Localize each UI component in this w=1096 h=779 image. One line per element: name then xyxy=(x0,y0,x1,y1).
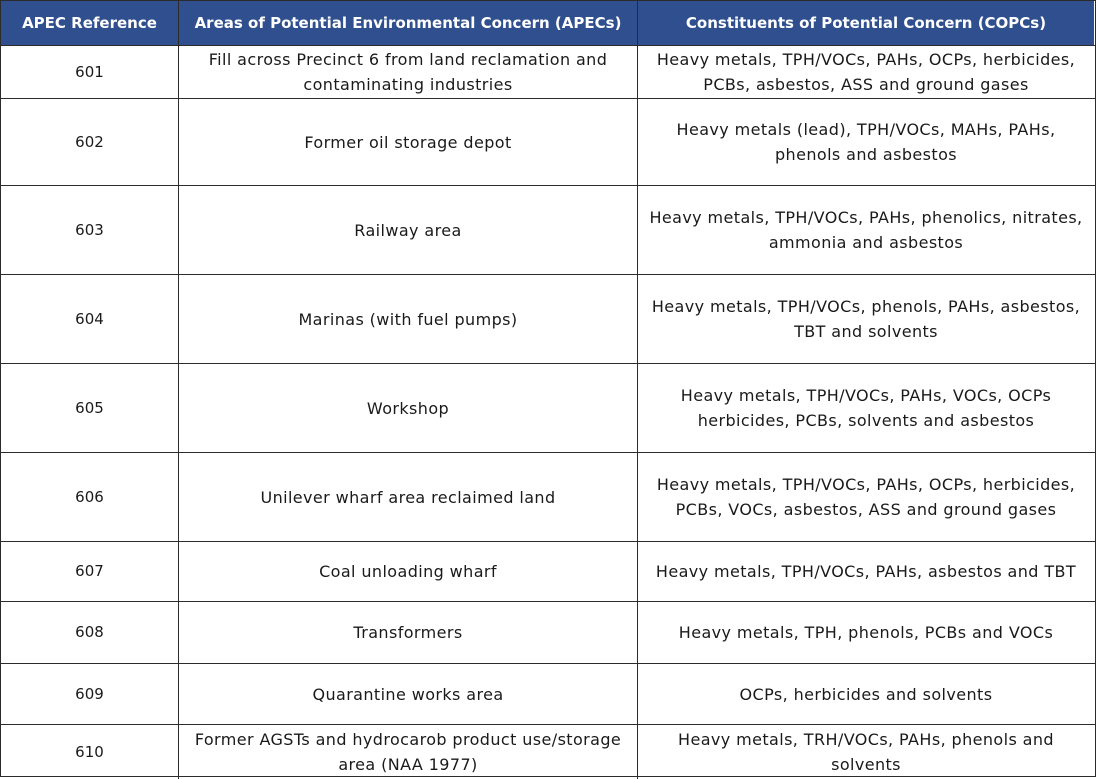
table-row xyxy=(1,275,1095,364)
apec-area-cell: Quarantine works area xyxy=(179,664,638,724)
copc-cell: Heavy metals, TRH/VOCs, PAHs, phenols and solvents xyxy=(678,730,1054,774)
apec-reference-cell: 607 xyxy=(1,542,179,601)
apec-reference-cell: 601 xyxy=(1,46,179,98)
copc-cell: Heavy metals, TPH/VOCs, PAHs, VOCs, OCPs herbicides, PCBs, solvents and asbestos xyxy=(680,386,1052,430)
apec-reference-cell: 606 xyxy=(1,453,179,541)
header-copc: Constituents of Potential Concern (COPCs) xyxy=(638,1,1094,45)
apec-area-cell: Former AGSTs and hydrocarob product use/storage area (NAA 1977) xyxy=(179,725,638,779)
header-apec-areas: Areas of Potential Environmental Concern (APECs) xyxy=(179,1,638,45)
apec-reference-cell: 609 xyxy=(1,664,179,724)
apec-reference-cell: 602 xyxy=(1,99,179,185)
table-header-row xyxy=(1,1,1095,46)
copc-cell: Heavy metals, TPH/VOCs, PAHs, asbestos and TBT xyxy=(655,562,1077,581)
table-row xyxy=(1,453,1095,542)
table-row xyxy=(1,46,1095,99)
apec-area-cell: Unilever wharf area reclaimed land xyxy=(179,453,638,541)
copc-cell: Heavy metals, TPH/VOCs, PAHs, phenolics, nitrates, ammonia and asbestos xyxy=(649,208,1083,252)
copc-cell: Heavy metals, TPH/VOCs, PAHs, OCPs, herbicides, PCBs, asbestos, ASS and ground gases xyxy=(656,50,1076,94)
header-apec-reference: APEC Reference xyxy=(1,1,179,45)
table-row xyxy=(1,99,1095,186)
apec-reference-cell: 610 xyxy=(1,725,179,779)
apec-reference-cell: 603 xyxy=(1,186,179,274)
table-row xyxy=(1,364,1095,453)
table-row xyxy=(1,602,1095,664)
apec-area-cell: Workshop xyxy=(179,364,638,452)
apec-reference-cell: 605 xyxy=(1,364,179,452)
copc-cell: Heavy metals, TPH, phenols, PCBs and VOCs xyxy=(678,623,1054,642)
copc-cell: OCPs, herbicides and solvents xyxy=(739,684,993,704)
table-row xyxy=(1,186,1095,275)
apec-area-cell: Former oil storage depot xyxy=(179,99,638,185)
apec-area-cell: Railway area xyxy=(179,186,638,274)
apec-area-cell: Fill across Precinct 6 from land reclamation and contaminating industries xyxy=(179,46,638,98)
apec-area-cell: Transformers xyxy=(179,602,638,663)
apec-reference-cell: 604 xyxy=(1,275,179,363)
table-row xyxy=(1,725,1095,779)
table-row xyxy=(1,542,1095,602)
apec-area-cell: Coal unloading wharf xyxy=(179,542,638,601)
table-row xyxy=(1,664,1095,725)
apec-area-cell: Marinas (with fuel pumps) xyxy=(179,275,638,363)
apec-reference-cell: 608 xyxy=(1,602,179,663)
copc-cell: Heavy metals (lead), TPH/VOCs, MAHs, PAHs, phenols and asbestos xyxy=(676,120,1056,164)
copc-cell: Heavy metals, TPH/VOCs, PAHs, OCPs, herbicides, PCBs, VOCs, asbestos, ASS and ground gases xyxy=(656,475,1076,519)
copc-cell: Heavy metals, TPH/VOCs, phenols, PAHs, asbestos, TBT and solvents xyxy=(651,297,1081,341)
